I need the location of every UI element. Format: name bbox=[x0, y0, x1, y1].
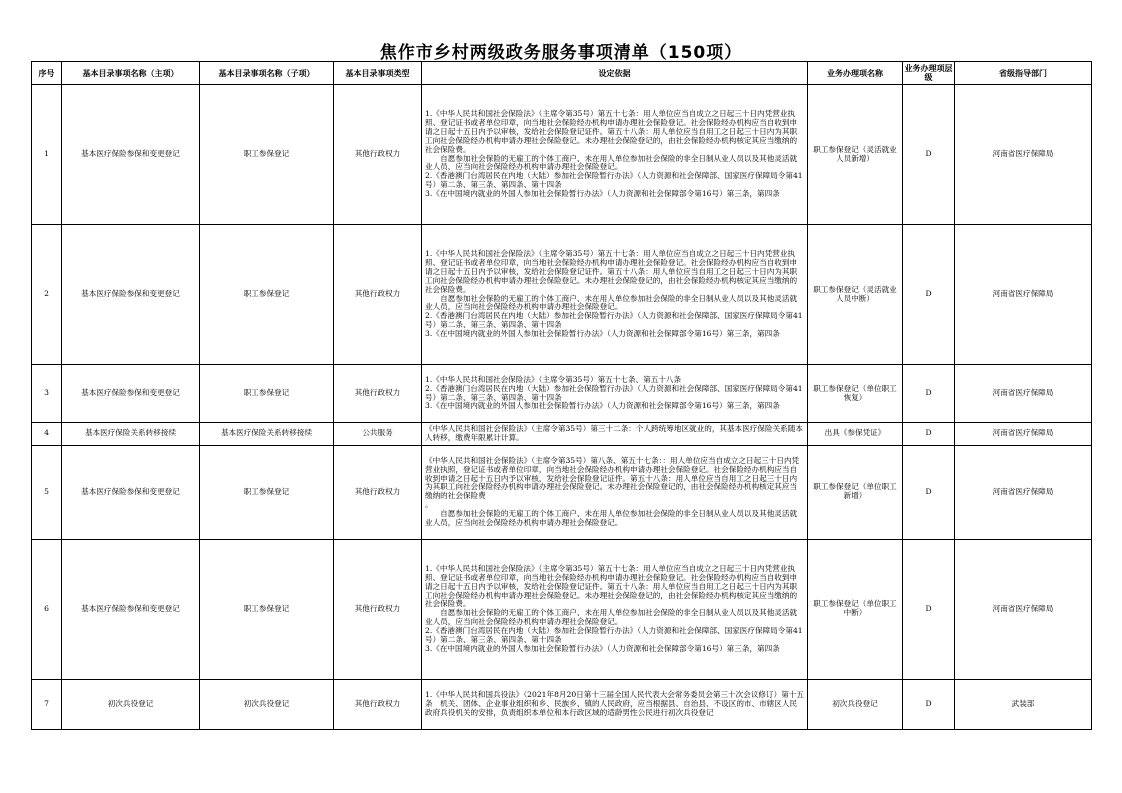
cell-department: 河南省医疗保障局 bbox=[955, 225, 1092, 365]
table-row bbox=[32, 85, 1092, 225]
cell-no: 4 bbox=[32, 423, 62, 446]
cell-item-type: 其他行政权力 bbox=[334, 225, 422, 365]
cell-level: D bbox=[903, 679, 955, 729]
cell-basis bbox=[422, 423, 808, 446]
cell-business-item: 出具《参保凭证》 bbox=[808, 423, 903, 446]
header-level: 业务办理项层级 bbox=[903, 62, 955, 85]
cell-department: 武装部 bbox=[955, 679, 1092, 729]
cell-sub-item: 基本医疗保险关系转移接续 bbox=[200, 423, 334, 446]
cell-business-item: 职工参保登记（单位职工新增） bbox=[808, 445, 903, 539]
cell-business-item: 职工参保登记（灵活就业人员新增） bbox=[808, 85, 903, 225]
header-sub-item: 基本目录事项名称（子项） bbox=[200, 62, 334, 85]
cell-sub-item: 职工参保登记 bbox=[200, 539, 334, 679]
cell-no: 2 bbox=[32, 225, 62, 365]
cell-department: 河南省医疗保障局 bbox=[955, 539, 1092, 679]
cell-basis bbox=[422, 365, 808, 423]
basis-paragraph: 。 bbox=[425, 500, 433, 510]
cell-department: 河南省医疗保障局 bbox=[955, 445, 1092, 539]
basis-paragraph: 自愿参加社会保险的无雇工的个体工商户、未在用人单位参加社会保险的非全日制从业人员以及其他灵活就业人员，应当向社会保险经办机构申请办理社会保险登记。 bbox=[425, 508, 798, 527]
cell-main-item: 基本医疗保险参保和变更登记 bbox=[62, 539, 200, 679]
service-items-table bbox=[31, 61, 1092, 730]
cell-sub-item: 职工参保登记 bbox=[200, 445, 334, 539]
header-item-type: 基本目录事项类型 bbox=[334, 62, 422, 85]
cell-main-item: 基本医疗保险关系转移接续 bbox=[62, 423, 200, 446]
cell-basis bbox=[422, 539, 808, 679]
basis-paragraph: 1.《中华人民共和国兵役法》（2021年8月20日第十三届全国人民代表大会常务委员会第三十次会议修订）第十五条 机关、团体、企业事业组织和乡、民族乡、镇的人民政府，应当根据县、自治县、不设区的市、市辖区人民政府兵役机关的安排，负责组织本单位和本行政区域的适龄男性公民进行初次兵役登记 bbox=[425, 689, 804, 717]
basis-paragraph: 自愿参加社会保险的无雇工的个体工商户、未在用人单位参加社会保险的非全日制从业人员以及其他灵活就业人员，应当向社会保险经办机构申请办理社会保险登记。 bbox=[425, 608, 798, 627]
cell-sub-item: 职工参保登记 bbox=[200, 85, 334, 225]
cell-level: D bbox=[903, 539, 955, 679]
basis-paragraph: 2.《香港澳门台湾居民在内地（大陆）参加社会保险暂行办法》（人力资源和社会保障部、国家医疗保障局令第41号）第二条、第三条、第四条、第十四条 bbox=[425, 311, 803, 330]
basis-paragraph: 1.《中华人民共和国社会保险法》（主席令第35号）第五十七条：用人单位应当自成立之日起三十日内凭营业执照、登记证书或者单位印章，向当地社会保险经办机构申请办理社会保险登记。社会保险经办机构应当自收到申请之日起十五日内予以审核，发给社会保险登记证件。第五十八条：用人单位应当自用工之日起三十日内为其职工向社会保险经办机构申请办理社会保险登记。未办理社会保险登记的，由社会保险经办机构核定其应当缴纳的社会保险费。 bbox=[425, 563, 798, 609]
cell-level: D bbox=[903, 445, 955, 539]
table-row bbox=[32, 679, 1092, 729]
basis-paragraph: 1.《中华人民共和国社会保险法》（主席令第35号）第五十七条：用人单位应当自成立之日起三十日内凭营业执照、登记证书或者单位印章，向当地社会保险经办机构申请办理社会保险登记。社会保险经办机构应当自收到申请之日起十五日内予以审核，发给社会保险登记证件。第五十八条：用人单位应当自用工之日起三十日内为其职工向社会保险经办机构申请办理社会保险登记。未办理社会保险登记的，由社会保险经办机构核定其应当缴纳的社会保险费。 bbox=[425, 249, 798, 294]
cell-business-item: 职工参保登记（单位职工恢复） bbox=[808, 365, 903, 423]
cell-business-item: 初次兵役登记 bbox=[808, 679, 903, 729]
cell-no: 5 bbox=[32, 445, 62, 539]
cell-department: 河南省医疗保障局 bbox=[955, 85, 1092, 225]
cell-no: 7 bbox=[32, 679, 62, 729]
cell-basis bbox=[422, 85, 808, 225]
header-no: 序号 bbox=[32, 62, 62, 85]
cell-main-item: 基本医疗保险参保和变更登记 bbox=[62, 365, 200, 423]
cell-sub-item: 职工参保登记 bbox=[200, 365, 334, 423]
basis-paragraph: 2.《香港澳门台湾居民在内地（大陆）参加社会保险暂行办法》（人力资源和社会保障部、国家医疗保障局令第41号）第二条、第三条、第四条、第十四条 bbox=[425, 383, 803, 402]
table-row bbox=[32, 423, 1092, 446]
cell-sub-item: 初次兵役登记 bbox=[200, 679, 334, 729]
basis-paragraph: 1.《中华人民共和国社会保险法》（主席令第35号）第五十七条：用人单位应当自成立之日起三十日内凭营业执照、登记证书或者单位印章，向当地社会保险经办机构申请办理社会保险登记。社会保险经办机构应当自收到申请之日起十五日内予以审核，发给社会保险登记证件。第五十八条：用人单位应当自用工之日起三十日内为其职工向社会保险经办机构申请办理社会保险登记。未办理社会保险登记的，由社会保险经办机构核定其应当缴纳的社会保险费。 bbox=[425, 109, 798, 154]
cell-item-type: 其他行政权力 bbox=[334, 85, 422, 225]
cell-level: D bbox=[903, 85, 955, 225]
cell-no: 3 bbox=[32, 365, 62, 423]
basis-paragraph: 自愿参加社会保险的无雇工的个体工商户、未在用人单位参加社会保险的非全日制从业人员以及其他灵活就业人员，应当向社会保险经办机构申请办理社会保险登记。 bbox=[425, 293, 798, 312]
basis-paragraph: 3.《在中国境内就业的外国人参加社会保险暂行办法》（人力资源和社会保障部令第16号）第三条，第四条 bbox=[425, 401, 780, 411]
basis-paragraph: 自愿参加社会保险的无雇工的个体工商户、未在用人单位参加社会保险的非全日制从业人员以及其他灵活就业人员，应当向社会保险经办机构申请办理社会保险登记。 bbox=[425, 153, 798, 172]
basis-paragraph: 《中华人民共和国社会保险法》（主席令第35号）第八条、第五十七条：：用人单位应当自成立之日起三十日内凭营业执照，登记证书或者单位印章，向当地社会保险经办机构申请办理社会保险登记。社会保险经办机构应当自收到申请之日起十五日内予以审核，发给社会保险登记证件。第五十八条：用人单位应当自用工之日起三十日内为其职工向社会保险经办机构申请办理社会保险登记。未办理社会保险登记的，由社会保险经办机构核定其应当缴纳的社会保险费 bbox=[425, 455, 800, 501]
header-main-item: 基本目录事项名称（主项） bbox=[62, 62, 200, 85]
header-department: 省级指导部门 bbox=[955, 62, 1092, 85]
cell-main-item: 基本医疗保险参保和变更登记 bbox=[62, 445, 200, 539]
cell-no: 6 bbox=[32, 539, 62, 679]
table-row bbox=[32, 225, 1092, 365]
cell-department: 河南省医疗保障局 bbox=[955, 423, 1092, 446]
basis-paragraph: 3.《在中国境内就业的外国人参加社会保险暂行办法》（人力资源和社会保障部令第16号）第三条，第四条 bbox=[425, 328, 780, 338]
basis-paragraph: 1.《中华人民共和国社会保险法》（主席令第35号）第五十七条、第五十八条 bbox=[425, 374, 682, 384]
cell-level: D bbox=[903, 423, 955, 446]
cell-main-item: 基本医疗保险参保和变更登记 bbox=[62, 85, 200, 225]
cell-business-item: 职工参保登记（灵活就业人员中断） bbox=[808, 225, 903, 365]
cell-level: D bbox=[903, 225, 955, 365]
cell-item-type: 公共服务 bbox=[334, 423, 422, 446]
cell-item-type: 其他行政权力 bbox=[334, 365, 422, 423]
cell-main-item: 基本医疗保险参保和变更登记 bbox=[62, 225, 200, 365]
cell-main-item: 初次兵役登记 bbox=[62, 679, 200, 729]
basis-paragraph: 2.《香港澳门台湾居民在内地（大陆）参加社会保险暂行办法》（人力资源和社会保障部、国家医疗保障局令第41号）第二条、第三条、第四条、第十四条 bbox=[425, 625, 803, 644]
header-basis: 设定依据 bbox=[422, 62, 808, 85]
page-title: 焦作市乡村两级政务服务事项清单（150项） bbox=[379, 43, 743, 63]
cell-sub-item: 职工参保登记 bbox=[200, 225, 334, 365]
cell-item-type: 其他行政权力 bbox=[334, 539, 422, 679]
cell-item-type: 其他行政权力 bbox=[334, 445, 422, 539]
basis-paragraph: 2.《香港澳门台湾居民在内地（大陆）参加社会保险暂行办法》（人力资源和社会保障部、国家医疗保障局令第41号）第二条、第三条、第四条、第十四条 bbox=[425, 171, 803, 190]
table-row bbox=[32, 539, 1092, 679]
cell-department: 河南省医疗保障局 bbox=[955, 365, 1092, 423]
basis-paragraph: 3.《在中国境内就业的外国人参加社会保险暂行办法》（人力资源和社会保障部令第16号）第三条，第四条 bbox=[425, 643, 780, 653]
header-business-item: 业务办理项名称 bbox=[808, 62, 903, 85]
table-header-row bbox=[32, 62, 1092, 85]
cell-business-item: 职工参保登记（单位职工中断） bbox=[808, 539, 903, 679]
table-row bbox=[32, 365, 1092, 423]
basis-paragraph: 3.《在中国境内就业的外国人参加社会保险暂行办法》（人力资源和社会保障部令第16号）第三条，第四条 bbox=[425, 188, 780, 198]
table-row bbox=[32, 445, 1092, 539]
cell-basis bbox=[422, 679, 808, 729]
cell-basis bbox=[422, 445, 808, 539]
cell-basis bbox=[422, 225, 808, 365]
cell-level: D bbox=[903, 365, 955, 423]
cell-item-type: 其他行政权力 bbox=[334, 679, 422, 729]
basis-paragraph: 《中华人民共和国社会保险法》（主席令第35号）第三十二条：个人跨统筹地区就业的，其基本医疗保险关系随本人转移，缴费年限累计计算。 bbox=[425, 424, 803, 442]
cell-no: 1 bbox=[32, 85, 62, 225]
